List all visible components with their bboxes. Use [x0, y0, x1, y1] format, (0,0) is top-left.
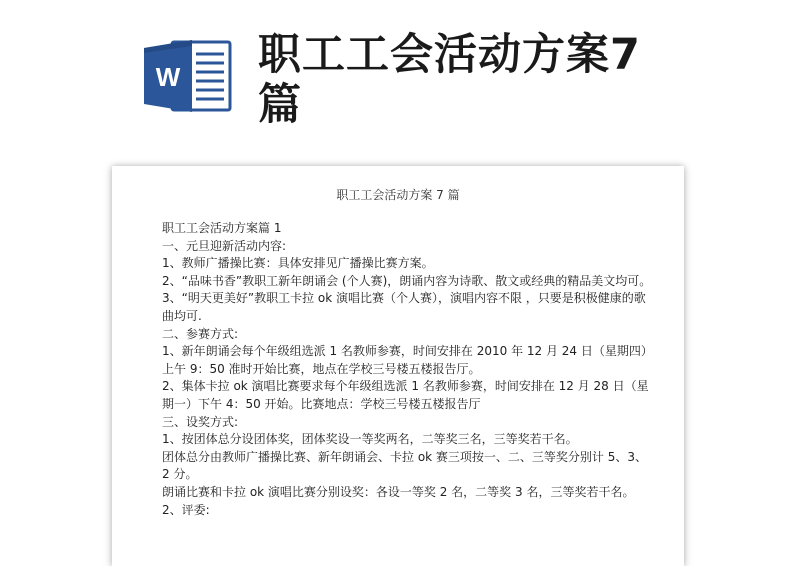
document-page-preview — [112, 166, 684, 566]
doc-line: 三、设奖方式: — [162, 414, 239, 429]
doc-line: 二、参赛方式: — [162, 326, 239, 341]
doc-line: 2、“品味书香”教职工新年朗诵会 (个人赛)，朗诵内容为诗歌、散文或经典的精品美文均可。 — [162, 273, 652, 288]
doc-line: 团体总分由教师广播操比赛、新年朗诵会、卡拉 ok 赛三项按一、二、三等奖分别计 5、3、 — [162, 449, 648, 464]
doc-line: 1、教师广播操比赛：具体安排见广播操比赛方案。 — [162, 256, 434, 271]
doc-line: 一、元旦迎新活动内容: — [162, 238, 287, 253]
doc-line: 2、评委: — [162, 502, 210, 517]
page-title: 职工工会活动方案7篇 — [258, 30, 641, 130]
doc-line: 上午 9：50 准时开始比赛，地点在学校三号楼五楼报告厅。 — [162, 361, 481, 376]
doc-line: 职工工会活动方案篇 1 — [162, 221, 282, 235]
document-title: 职工工会活动方案 7 篇 — [336, 188, 460, 202]
doc-line: 朗诵比赛和卡拉 ok 演唱比赛分别设奖：各设一等奖 2 名，二等奖 3 名，三等奖若干名。 — [162, 484, 635, 499]
word-document-icon — [140, 36, 240, 116]
doc-line: 期一）下午 4：50 开始。比赛地点：学校三号楼五楼报告厅 — [162, 396, 481, 411]
doc-line: 2 分。 — [162, 467, 198, 482]
doc-line: 曲均可. — [162, 308, 202, 323]
doc-line: 1、新年朗诵会每个年级组选派 1 名教师参赛，时间安排在 2010 年 12 月 24 日（星期四） — [162, 344, 653, 359]
doc-line: 1、按团体总分设团体奖，团体奖设一等奖两名，二等奖三名，三等奖若干名。 — [162, 432, 578, 447]
document-body — [162, 220, 653, 519]
doc-line: 2、集体卡拉 ok 演唱比赛要求每个年级组选派 1 名教师参赛，时间安排在 12 月 28 日（星 — [162, 379, 649, 394]
word-icon-letter: W — [155, 62, 181, 92]
doc-line: 3、“明天更美好”教职工卡拉 ok 演唱比赛（个人赛），演唱内容不限 ，只要是积极健康的歌 — [162, 291, 646, 306]
